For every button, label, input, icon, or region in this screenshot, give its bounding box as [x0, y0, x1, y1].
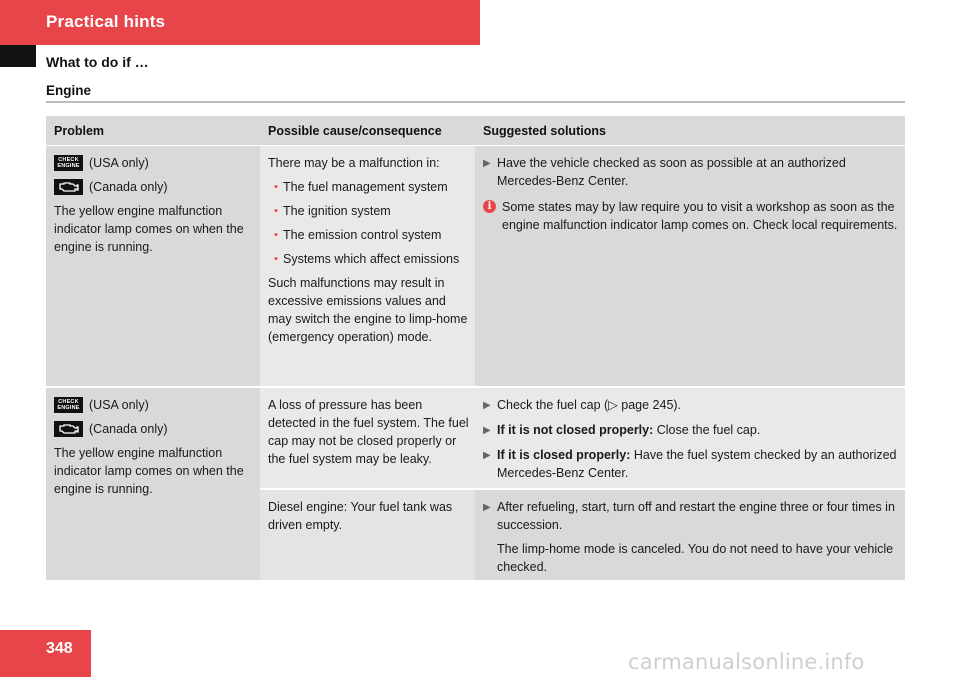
header-cause: Possible cause/consequence	[268, 124, 442, 138]
list-item: • Systems which affect emissions	[274, 252, 460, 266]
solution-cell	[475, 490, 905, 580]
table-row	[46, 146, 905, 388]
cause-intro: There may be a malfunction in:	[268, 156, 440, 170]
canada-label: (Canada only)	[89, 422, 168, 436]
action-arrow-icon: ▶	[483, 158, 491, 169]
header-problem: Problem	[54, 124, 105, 138]
problem-text: The yellow engine malfunction indicator lamp comes on when the engine is running.	[54, 446, 244, 496]
list-item: ▶ After refueling, start, turn off and restart the engine three or four times in succession.	[483, 500, 895, 532]
cause-cell: Diesel engine: Your fuel tank was driven empty.	[260, 490, 475, 580]
header-solutions: Suggested solutions	[483, 124, 606, 138]
action-arrow-icon: ▶	[483, 450, 491, 461]
cause-outro: Such malfunctions may result in excessive emissions values and may switch the engine to limp-home (emergency operation) mode.	[268, 276, 468, 344]
cause-cell: A loss of pressure has been detected in the fuel system. The fuel cap may not be closed properly or the fuel system may be leaky.	[260, 388, 475, 488]
solution-cell	[475, 388, 905, 488]
page-subtitle: What to do if …	[46, 54, 149, 70]
table-header-row	[46, 116, 905, 146]
list-item: • The ignition system	[274, 204, 391, 218]
black-tab	[0, 45, 36, 67]
table-row-group	[46, 388, 905, 580]
cause-cell	[260, 146, 475, 386]
problem-cell	[46, 388, 260, 580]
usa-label: (USA only)	[89, 398, 149, 412]
list-item: ▶ Check the fuel cap (▷ page 245).	[483, 396, 899, 415]
indicator-canada	[54, 178, 254, 196]
page-number: 348	[46, 640, 73, 657]
list-item: ▶ If it is closed properly: Have the fuel system checked by an authorized Mercedes-Benz Center.	[483, 448, 897, 480]
engine-symbol-icon	[54, 421, 83, 437]
solution-cell	[475, 146, 905, 386]
section-title: Engine	[46, 83, 92, 98]
info-icon: i	[483, 200, 496, 213]
engine-symbol-icon	[54, 179, 83, 195]
table-row	[260, 490, 905, 580]
check-engine-icon: CHECK ENGINE	[54, 397, 83, 413]
section-divider	[46, 101, 905, 103]
problem-cell	[46, 146, 260, 386]
list-item: • The fuel management system	[274, 180, 448, 194]
action-arrow-icon: ▶	[483, 400, 491, 411]
indicator-usa	[54, 154, 254, 172]
header-title: Practical hints	[46, 12, 166, 31]
solution-note: The limp-home mode is canceled. You do not need to have your vehicle checked.	[497, 542, 894, 574]
list-item: ▶ If it is not closed properly: Close the fuel cap.	[483, 421, 899, 440]
info-note: i Some states may by law require you to visit a workshop as soon as the engine malfunction indicator lamp comes on. Check local requirements.	[483, 198, 899, 234]
hints-table	[46, 116, 905, 580]
watermark: carmanualsonline.info	[628, 650, 865, 674]
canada-label: (Canada only)	[89, 180, 168, 194]
list-item: • The emission control system	[274, 228, 442, 242]
action-arrow-icon: ▶	[483, 502, 491, 513]
indicator-canada	[54, 420, 254, 438]
table-row	[260, 388, 905, 490]
problem-text: The yellow engine malfunction indicator lamp comes on when the engine is running.	[54, 204, 244, 254]
indicator-usa	[54, 396, 254, 414]
list-item: ▶ Have the vehicle checked as soon as possible at an authorized Mercedes-Benz Center.	[483, 156, 846, 188]
usa-label: (USA only)	[89, 156, 149, 170]
action-arrow-icon: ▶	[483, 425, 491, 436]
check-engine-icon: CHECK ENGINE	[54, 155, 83, 171]
